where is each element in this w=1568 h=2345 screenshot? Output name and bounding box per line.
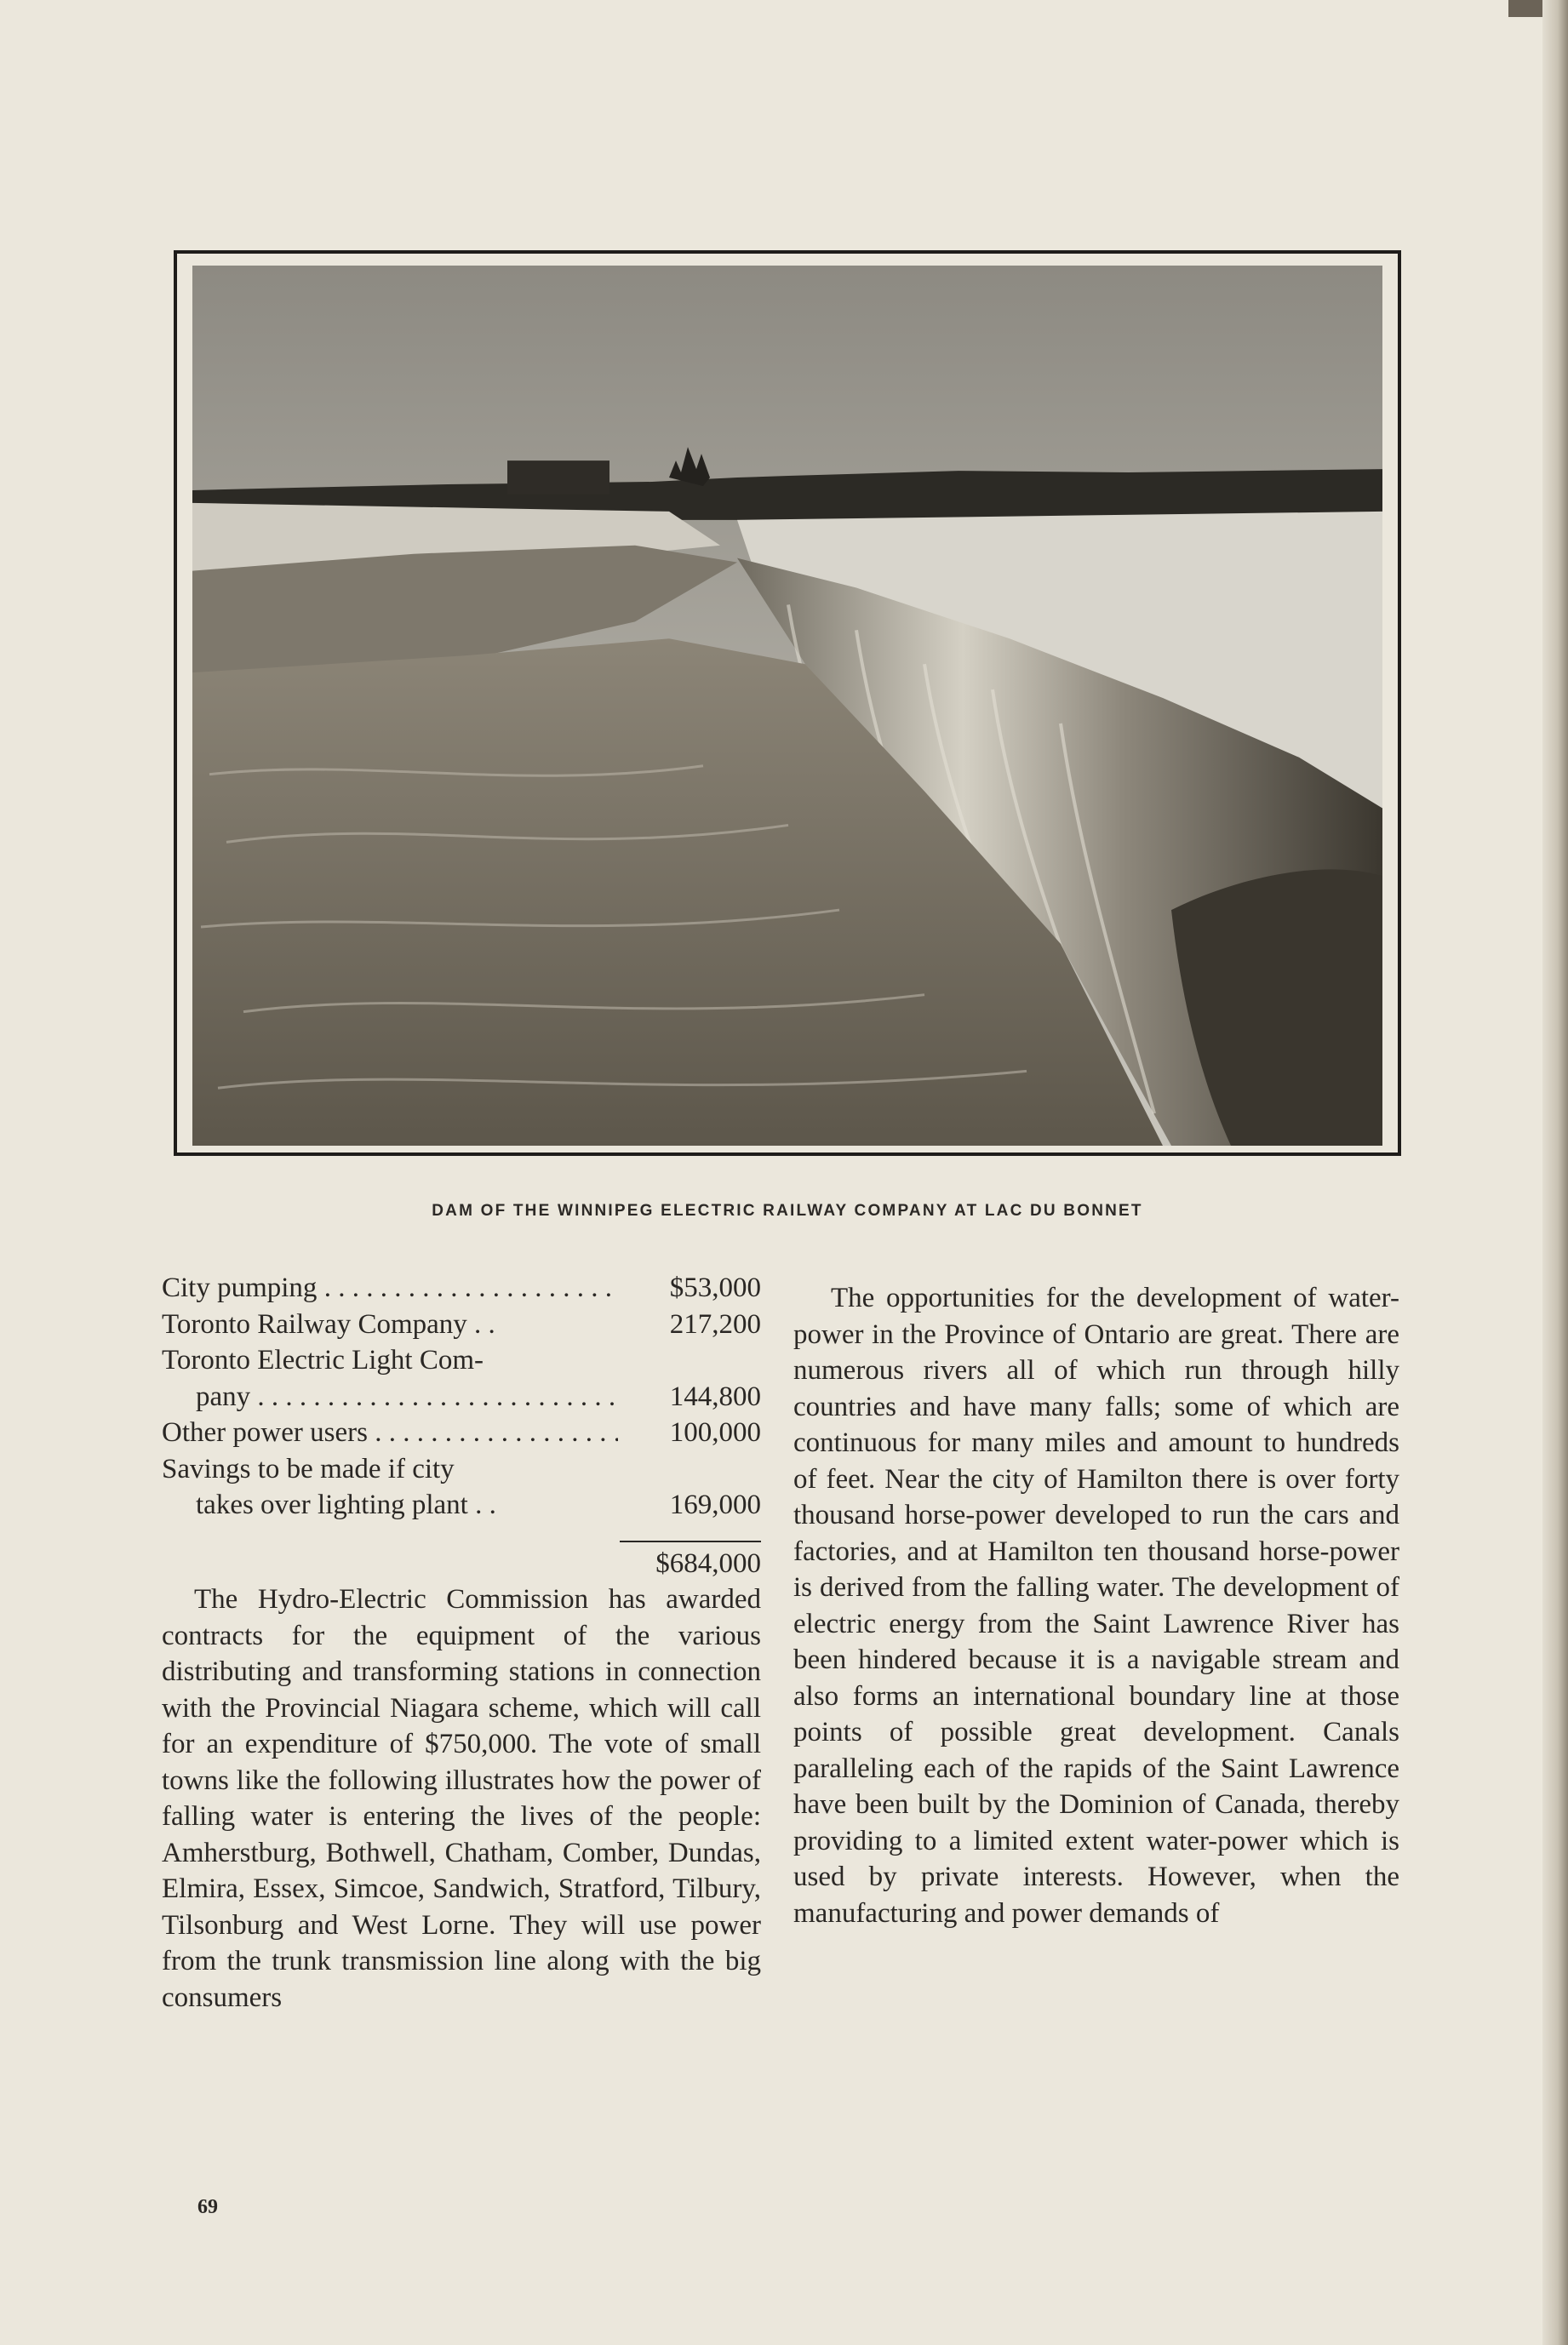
photo-caption: DAM OF THE WINNIPEG ELECTRIC RAILWAY COMPANY AT LAC DU BONNET: [432, 1202, 1143, 1220]
ledger-amount: 100,000: [669, 1417, 761, 1448]
ledger-row: [162, 1307, 761, 1343]
ledger-row: [162, 1487, 761, 1524]
ledger-amount: 169,000: [669, 1490, 761, 1520]
ledger-label: Toronto Electric Light Com-: [162, 1345, 484, 1376]
right-paragraph: The opportunities for the development of water-power in the Province of Ontario are great. There are numerous rivers all of which run through hilly countries and have many falls; some of which are continuous for many miles and amount to hundreds of feet. Near the city of Hamilton there is over forty thousand horse-power developed to run the cars and factories, and at Hamilton ten thousand horse-power is derived from the falling water. The development of electric energy from the Saint Lawrence River has been hindered because it is a navigable stream and also forms an international boundary line at those points of possible great development. Canals paralleling each of the rapids of the Saint Lawrence have been built by the Dominion of Canada, thereby providing to a limited extent water-power which is used by private interests. However, when the manufacturing and power demands of: [793, 1283, 1399, 1929]
page-edge: [1542, 0, 1568, 2345]
ledger-amount: 144,800: [669, 1381, 761, 1412]
page-number: 69: [197, 2196, 218, 2218]
ledger-amount: 217,200: [669, 1308, 761, 1340]
ledger-row: [162, 1379, 761, 1416]
ledger-label: City pumping . . .: [162, 1270, 618, 1307]
ledger-label: pany . . .: [162, 1379, 618, 1416]
left-paragraph: The Hydro-Electric Commission has awarded contracts for the equipment of the various distributing and transforming stations in connection with the Provincial Niagara scheme, which will call for an expenditure of $750,000. The vote of small towns like the following illustrates how the power of falling water is entering the lives of the people: Amherstburg, Bothwell, Chatham, Comber, Dundas, Elmira, Essex, Simcoe, Sandwich, Stratford, Tilbury, Tilsonburg and West Lorne. They will use power from the trunk transmission line along with the big consumers: [162, 1584, 761, 2013]
right-column: [793, 1280, 1399, 1931]
ledger-row: [162, 1270, 761, 1307]
left-column: [162, 1270, 761, 2016]
ledger-label: Other power users . . .: [162, 1415, 618, 1451]
dam-photograph: [192, 266, 1382, 1146]
ledger-label: Toronto Railway Company . .: [162, 1308, 495, 1340]
ledger-total: $684,000: [655, 1547, 761, 1579]
ledger-label: takes over lighting plant . .: [196, 1490, 496, 1520]
ledger-amount: $53,000: [669, 1273, 761, 1303]
total-rule: [620, 1541, 761, 1542]
photograph-frame: [174, 250, 1401, 1156]
photograph-dam-icon: [192, 266, 1382, 1146]
ledger-row: [162, 1415, 761, 1451]
ledger-label: Savings to be made if city: [162, 1453, 455, 1484]
